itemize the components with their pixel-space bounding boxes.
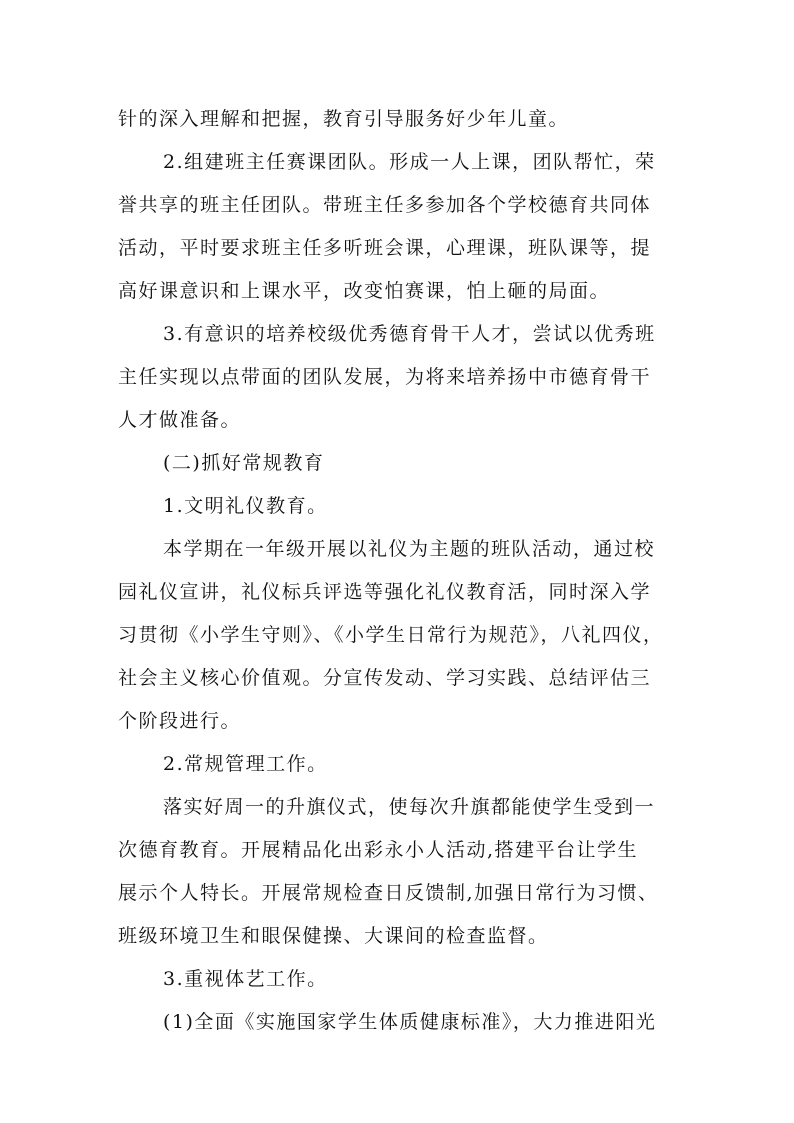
subheading-sports-arts: 3.重视体艺工作。 (163, 968, 328, 990)
text-line-7: 主任实现以点带面的团队发展，为将来培养扬中市德育骨干 (118, 366, 652, 388)
text-line-3: 誉共享的班主任团队。带班主任多参加各个学校德育共同体 (118, 194, 652, 216)
text-line-14: 社会主义核心价值观。分宣传发动、学习实践、总结评估三 (118, 667, 652, 689)
section-heading-routine-education: (二)抓好常规教育 (163, 452, 325, 474)
text-line-13: 习贯彻《小学生守则》、《小学生日常行为规范》，八礼四仪， (118, 624, 664, 646)
text-line-12: 园礼仪宣讲，礼仪标兵评选等强化礼仪教育活，同时深入学 (118, 581, 652, 603)
text-line-8: 人才做准备。 (118, 409, 242, 431)
text-line-15: 个阶段进行。 (118, 710, 242, 732)
text-line-4: 活动，平时要求班主任多听班会课，心理课，班队课等，提 (118, 237, 652, 259)
text-line-11: 本学期在一年级开展以礼仪为主题的班队活动，通过校 (163, 538, 656, 560)
text-line-18: 次德育教育。开展精品化出彩永小人活动,搭建平台让学生 (118, 839, 639, 861)
text-line-20: 班级环境卫生和眼保健操、大课间的检查监督。 (118, 925, 549, 947)
text-line-5: 高好课意识和上课水平，改变怕赛课，怕上砸的局面。 (118, 280, 611, 302)
document-page (118, 98, 683, 1044)
text-line-17: 落实好周一的升旗仪式，使每次升旗都能使学生受到一 (163, 796, 656, 818)
subheading-etiquette-education: 1.文明礼仪教育。 (163, 495, 328, 517)
text-line-6: 3.有意识的培养校级优秀德育骨干人才，尝试以优秀班 (163, 323, 656, 345)
text-line-22: (1)全面《实施国家学生体质健康标准》，大力推进阳光 (163, 1011, 657, 1033)
text-line-2: 2.组建班主任赛课团队。形成一人上课，团队帮忙，荣 (163, 151, 656, 173)
subheading-routine-management: 2.常规管理工作。 (163, 753, 328, 775)
text-line-19: 展示个人特长。开展常规检查日反馈制,加强日常行为习惯、 (118, 882, 659, 904)
text-line-1: 针的深入理解和把握，教育引导服务好少年儿童。 (118, 108, 570, 130)
